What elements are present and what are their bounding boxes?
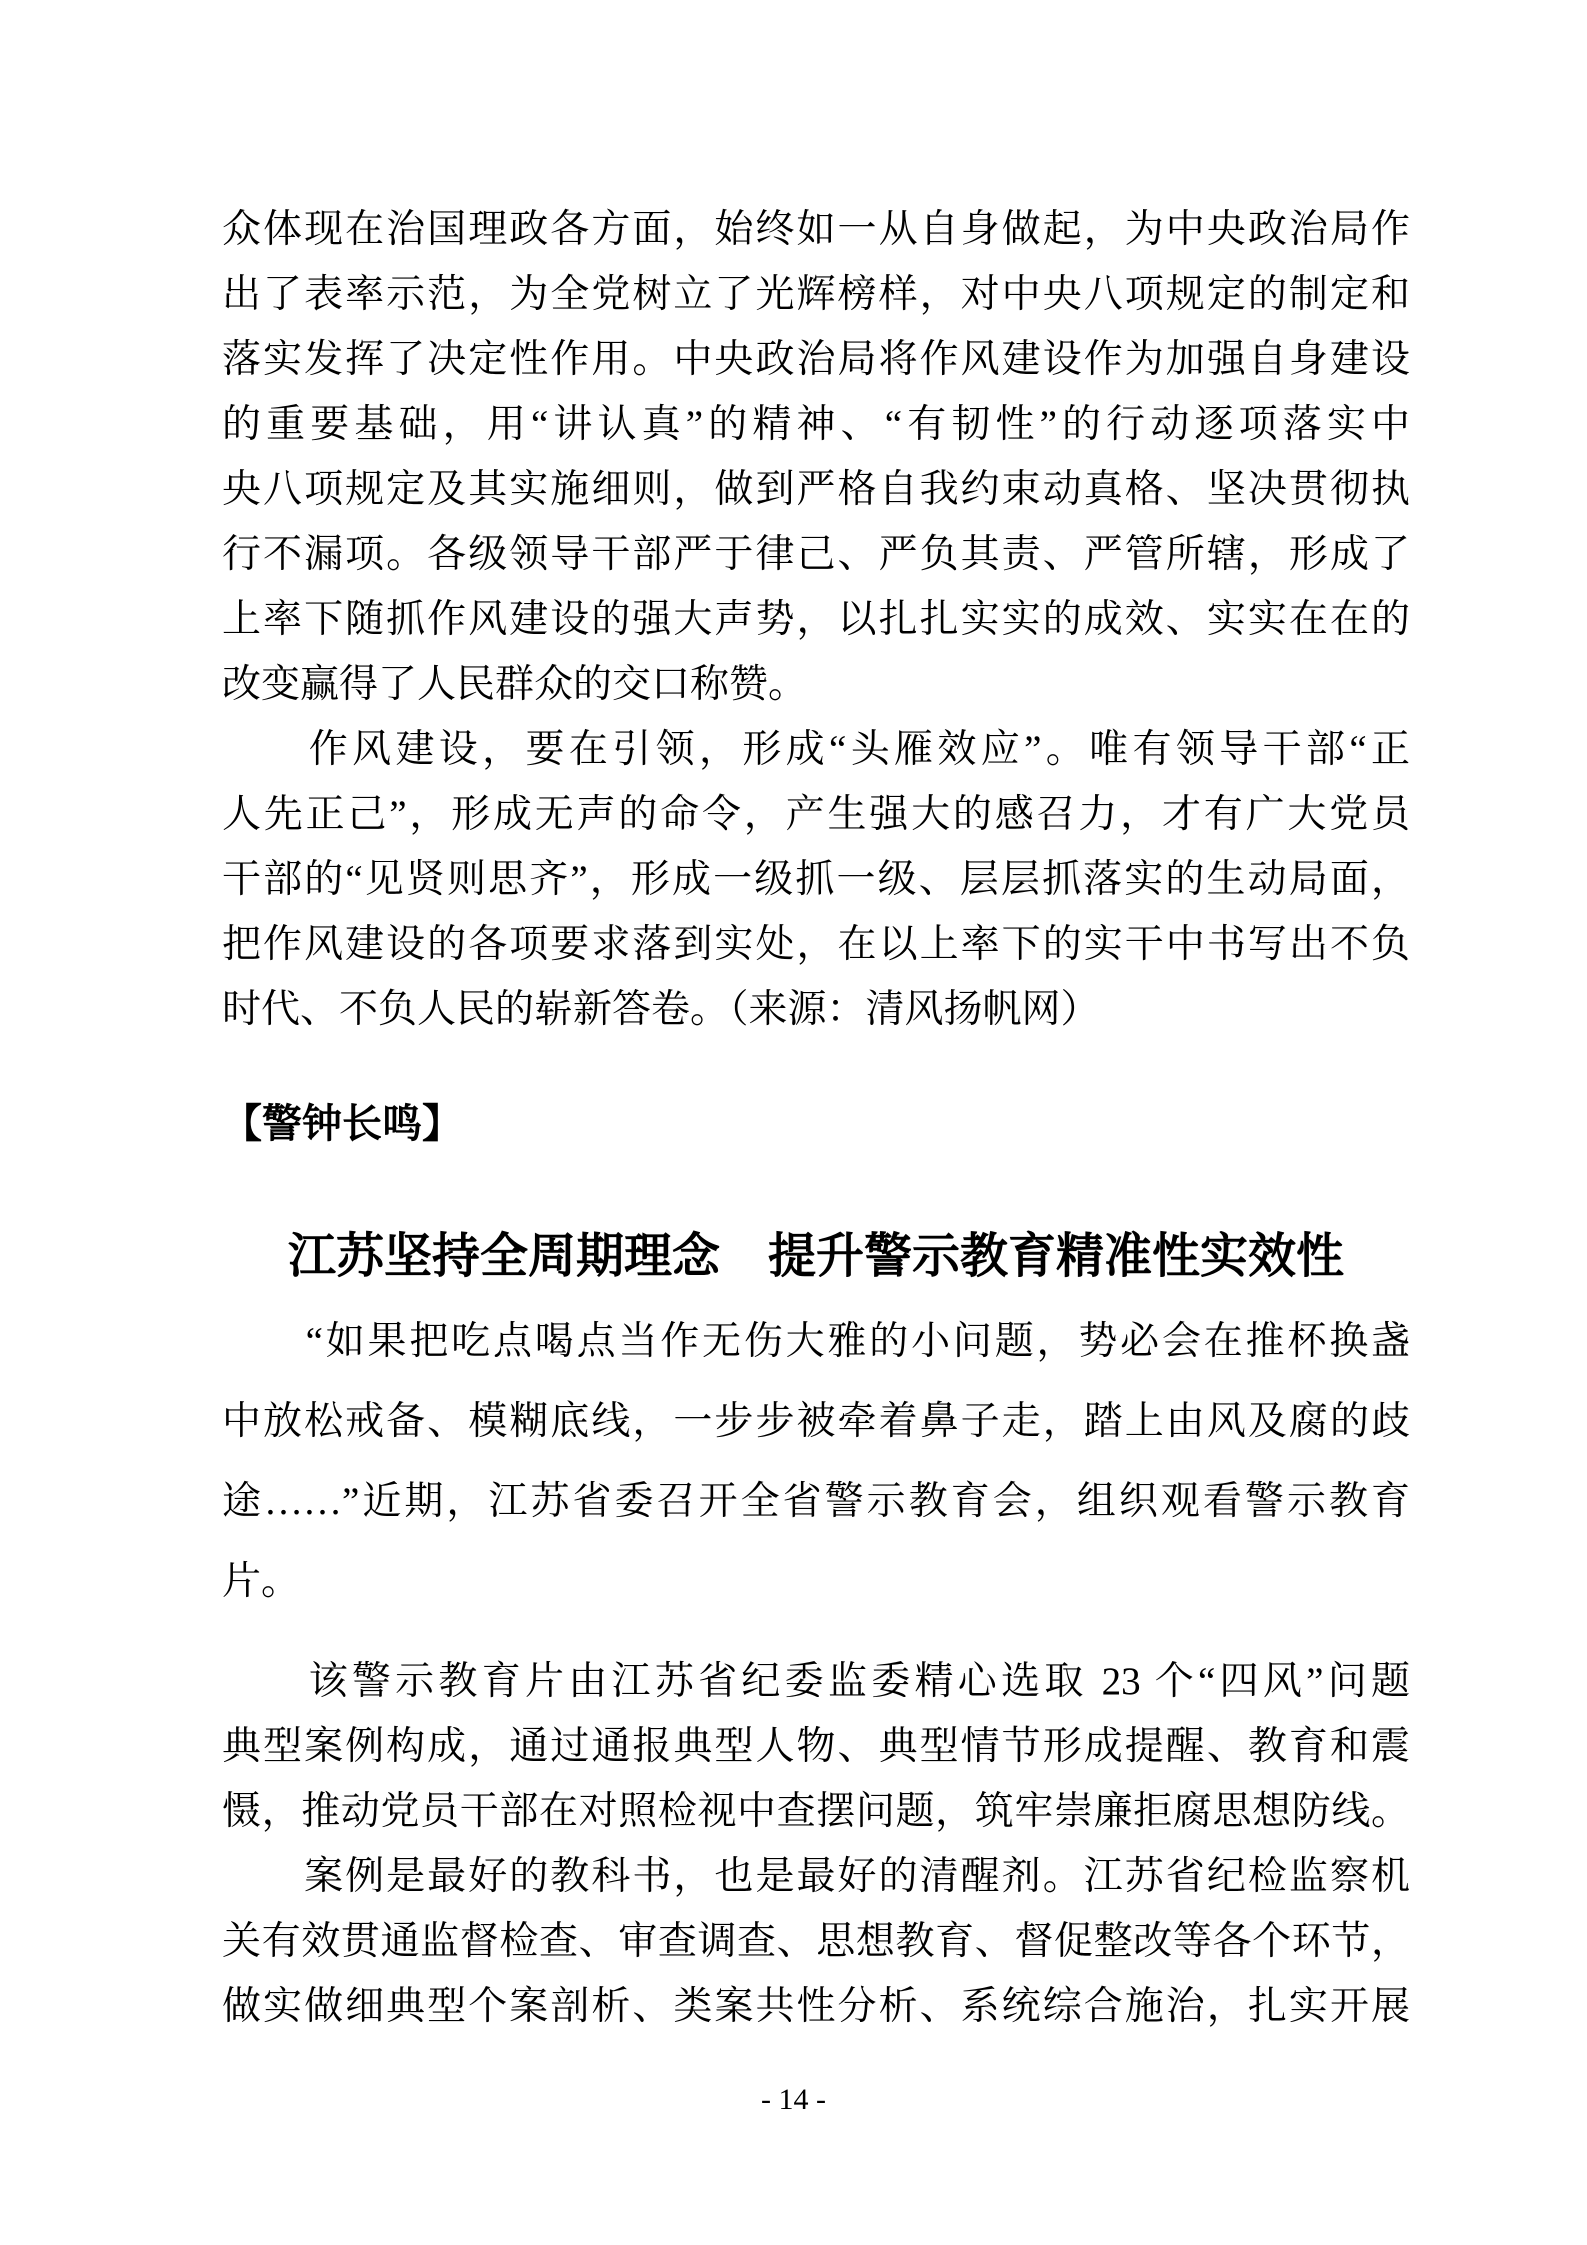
page-number: - 14 - [761, 2083, 826, 2116]
article-title: 江苏坚持全周期理念 提升警示教育精准性实效性 [287, 1230, 1344, 1283]
body-line: 作风建设，要在引领，形成“头雁效应”。唯有领导干部“正 [222, 728, 1410, 771]
body-line: 众体现在治国理政各方面，始终如一从自身做起，为中央政治局作 [222, 208, 1410, 251]
body-line: “如果把吃点喝点当作无伤大雅的小问题，势必会在推杯换盏 [222, 1320, 1410, 1363]
body-line: 中放松戒备、模糊底线，一步步被牵着鼻子走，踏上由风及腐的歧 [222, 1400, 1410, 1443]
document-body [222, 197, 1410, 2039]
section-heading: 【警钟长鸣】 [222, 1102, 462, 1146]
paragraph [222, 197, 1410, 717]
paragraph [222, 1649, 1410, 1844]
paragraph [222, 1302, 1410, 1622]
body-line: 上率下随抓作风建设的强大声势，以扎扎实实的成效、实实在在的 [222, 598, 1410, 641]
body-line: 行不漏项。各级领导干部严于律己、严负其责、严管所辖，形成了 [222, 533, 1410, 576]
page-footer [0, 2080, 1587, 2120]
paragraph [222, 1844, 1410, 2039]
body-line: 落实发挥了决定性作用。中央政治局将作风建设作为加强自身建设 [222, 338, 1410, 381]
body-line: 典型案例构成，通过通报典型人物、典型情节形成提醒、教育和震 [222, 1725, 1410, 1768]
body-line: 慑，推动党员干部在对照检视中查摆问题，筑牢崇廉拒腐思想防线。 [222, 1790, 1410, 1833]
body-line: 该警示教育片由江苏省纪委监委精心选取 23 个“四风”问题 [222, 1660, 1410, 1703]
body-line: 做实做细典型个案剖析、类案共性分析、系统综合施治，扎实开展 [222, 1985, 1410, 2028]
body-line: 的重要基础，用“讲认真”的精神、“有韧性”的行动逐项落实中 [222, 403, 1410, 446]
paragraph [222, 717, 1410, 1042]
body-line: 途……”近期，江苏省委召开全省警示教育会，组织观看警示教育 [222, 1480, 1410, 1523]
body-line: 把作风建设的各项要求落到实处，在以上率下的实干中书写出不负 [222, 923, 1410, 966]
body-line: 改变赢得了人民群众的交口称赞。 [222, 663, 808, 706]
body-line: 干部的“见贤则思齐”，形成一级抓一级、层层抓落实的生动局面， [222, 858, 1410, 901]
body-line: 出了表率示范，为全党树立了光辉榜样，对中央八项规定的制定和 [222, 273, 1410, 316]
body-line: 案例是最好的教科书，也是最好的清醒剂。江苏省纪检监察机 [222, 1855, 1410, 1898]
body-line: 人先正己”，形成无声的命令，产生强大的感召力，才有广大党员 [222, 793, 1410, 836]
body-line: 时代、不负人民的崭新答卷。（来源：清风扬帆网） [222, 988, 1100, 1031]
body-line: 关有效贯通监督检查、审查调查、思想教育、督促整改等各个环节， [222, 1920, 1410, 1963]
body-line: 片。 [222, 1560, 301, 1603]
body-line: 央八项规定及其实施细则，做到严格自我约束动真格、坚决贯彻执 [222, 468, 1410, 511]
